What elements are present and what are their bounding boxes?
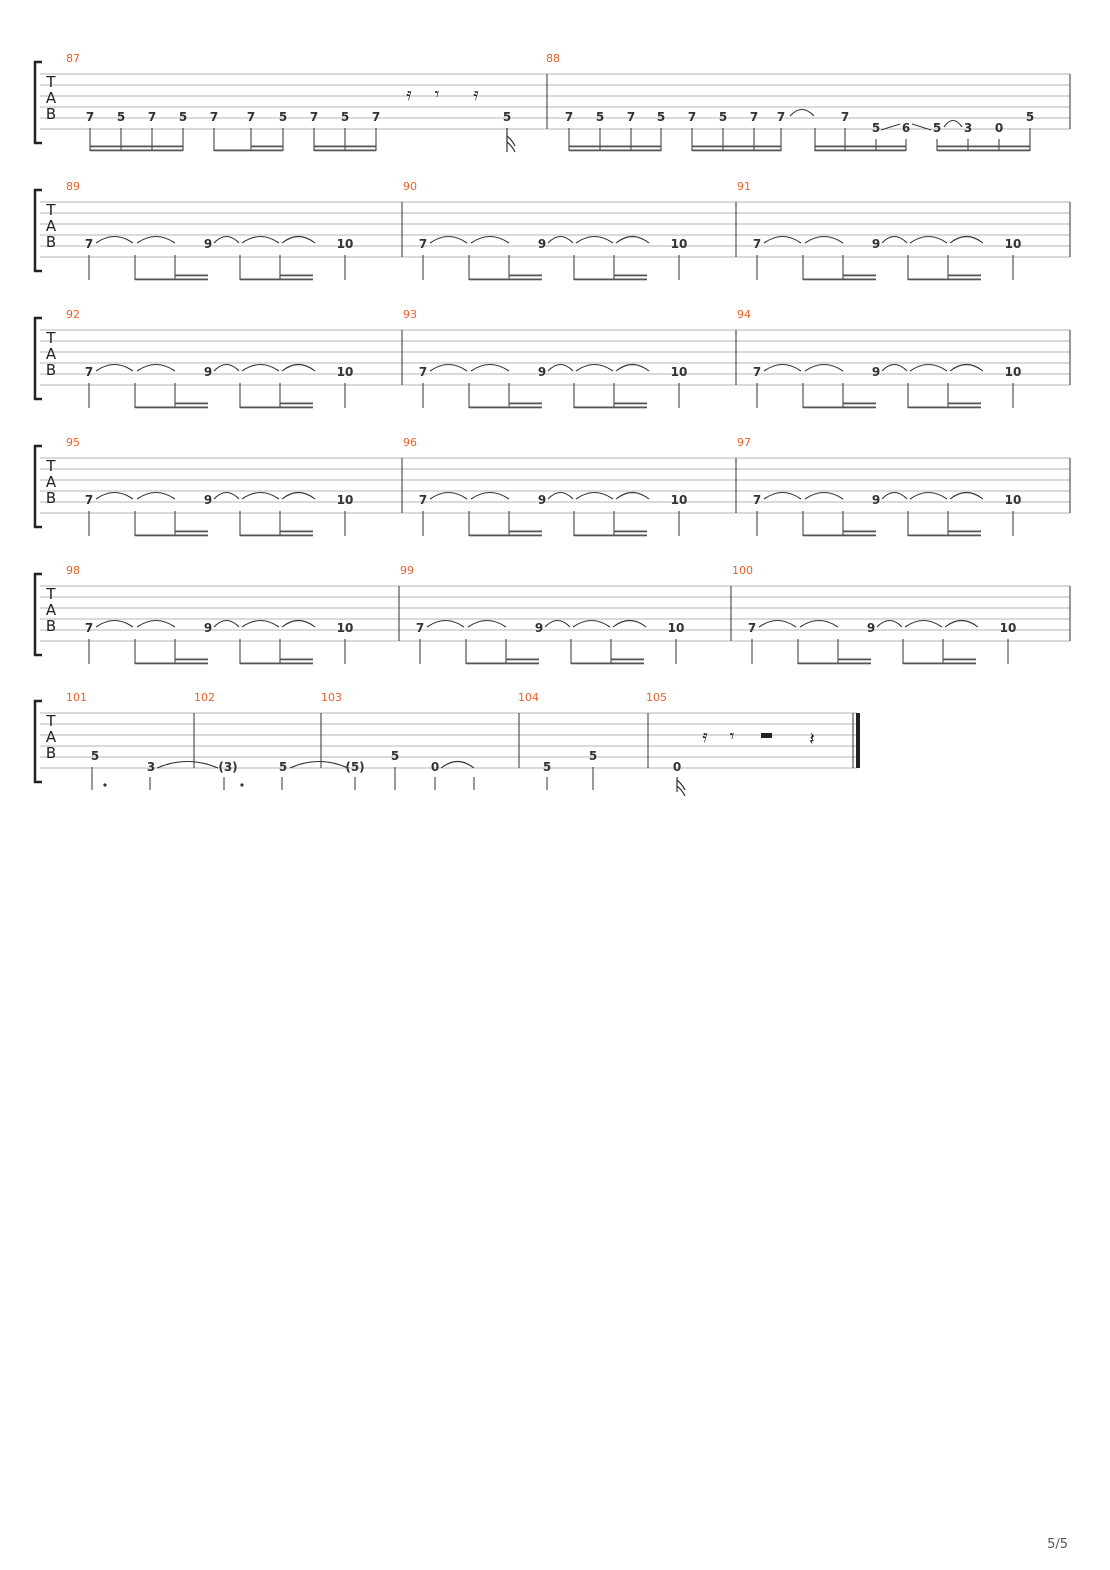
tie bbox=[137, 365, 175, 372]
beam bbox=[908, 279, 981, 281]
tie bbox=[242, 237, 279, 244]
measure-number: 94 bbox=[737, 308, 751, 321]
tie bbox=[616, 237, 649, 244]
tab-note: 9 bbox=[203, 365, 213, 379]
measure-number: 98 bbox=[66, 564, 80, 577]
measure-number: 103 bbox=[321, 691, 342, 704]
tie bbox=[96, 237, 133, 244]
tie bbox=[576, 493, 613, 500]
tab-clef-letter: A bbox=[45, 217, 57, 235]
measure-number: 93 bbox=[403, 308, 417, 321]
measure-number: 105 bbox=[646, 691, 667, 704]
tab-note: 7 bbox=[776, 110, 786, 124]
tab-note: 5 bbox=[178, 110, 188, 124]
measure-number: 100 bbox=[732, 564, 753, 577]
beam bbox=[614, 403, 647, 405]
tab-note: 9 bbox=[534, 621, 544, 635]
tab-clef-letter: B bbox=[45, 744, 57, 762]
measure-number: 102 bbox=[194, 691, 215, 704]
measure-number: 90 bbox=[403, 180, 417, 193]
beam bbox=[798, 663, 871, 665]
eighth-rest-symbol: 𝄾 bbox=[434, 84, 440, 105]
tab-note: (3) bbox=[218, 760, 238, 774]
tie bbox=[471, 237, 509, 244]
tab-note: 7 bbox=[85, 110, 95, 124]
tie bbox=[882, 493, 907, 500]
beam bbox=[280, 531, 313, 533]
tie bbox=[441, 762, 474, 769]
beam bbox=[251, 146, 283, 148]
tab-note: 7 bbox=[415, 621, 425, 635]
beam bbox=[815, 150, 906, 152]
beam bbox=[469, 407, 542, 409]
beam bbox=[280, 403, 313, 405]
tab-clef-letter: B bbox=[45, 617, 57, 635]
tab-clef-letter: T bbox=[46, 329, 56, 347]
beam bbox=[948, 403, 981, 405]
tie bbox=[242, 493, 279, 500]
tab-clef-letter: B bbox=[45, 361, 57, 379]
beam bbox=[469, 535, 542, 537]
tab-note: 7 bbox=[564, 110, 574, 124]
tie bbox=[282, 365, 315, 372]
tab-note: (5) bbox=[345, 760, 365, 774]
tie bbox=[214, 621, 239, 628]
tie bbox=[910, 493, 947, 500]
tab-note: 9 bbox=[537, 237, 547, 251]
tab-note: 10 bbox=[999, 621, 1017, 635]
measure-number: 88 bbox=[546, 52, 560, 65]
tie bbox=[282, 237, 315, 244]
beam bbox=[135, 279, 208, 281]
beam bbox=[240, 407, 313, 409]
beam bbox=[509, 403, 542, 405]
measure-number: 89 bbox=[66, 180, 80, 193]
tie bbox=[576, 365, 613, 372]
beam bbox=[280, 659, 313, 661]
tab-note: 10 bbox=[670, 365, 688, 379]
tab-clef-letter: B bbox=[45, 233, 57, 251]
beam bbox=[175, 531, 208, 533]
tab-note: 7 bbox=[752, 365, 762, 379]
tab-clef-letter: T bbox=[46, 712, 56, 730]
tie bbox=[950, 493, 983, 500]
tab-clef-letter: B bbox=[45, 105, 57, 123]
tab-note: 7 bbox=[309, 110, 319, 124]
tab-note: 3 bbox=[963, 121, 973, 135]
tab-note: 10 bbox=[1004, 493, 1022, 507]
tie bbox=[157, 762, 218, 769]
beam bbox=[803, 535, 876, 537]
tie bbox=[764, 237, 801, 244]
beam bbox=[240, 535, 313, 537]
tab-note: 7 bbox=[687, 110, 697, 124]
tab-clef-letter: T bbox=[46, 201, 56, 219]
beam bbox=[314, 146, 376, 148]
tab-note: 5 bbox=[90, 749, 100, 763]
tie bbox=[910, 237, 947, 244]
tie bbox=[613, 621, 646, 628]
tab-clef-letter: A bbox=[45, 601, 57, 619]
tab-note: 7 bbox=[147, 110, 157, 124]
beam bbox=[903, 663, 976, 665]
tab-note: 10 bbox=[1004, 365, 1022, 379]
tab-note: 7 bbox=[246, 110, 256, 124]
tie bbox=[950, 365, 983, 372]
beam bbox=[509, 531, 542, 533]
tab-note: 5 bbox=[588, 749, 598, 763]
tie bbox=[616, 365, 649, 372]
measure-number: 91 bbox=[737, 180, 751, 193]
tab-note: 7 bbox=[418, 365, 428, 379]
beam bbox=[937, 146, 1030, 148]
tie bbox=[137, 493, 175, 500]
tie bbox=[242, 365, 279, 372]
sixteenth-flag bbox=[507, 128, 515, 152]
tie bbox=[430, 365, 467, 372]
beam bbox=[574, 279, 647, 281]
tie bbox=[214, 365, 239, 372]
tie bbox=[430, 493, 467, 500]
beam bbox=[90, 150, 183, 152]
tie bbox=[945, 621, 978, 628]
tie bbox=[764, 365, 801, 372]
beam bbox=[943, 659, 976, 661]
tie bbox=[759, 621, 796, 628]
tab-note: 9 bbox=[871, 237, 881, 251]
tab-clef-letter: A bbox=[45, 345, 57, 363]
tab-note: 6 bbox=[901, 121, 911, 135]
tab-note: 9 bbox=[203, 493, 213, 507]
beam bbox=[280, 275, 313, 277]
measure-number: 99 bbox=[400, 564, 414, 577]
beam bbox=[692, 150, 781, 152]
tab-note: 10 bbox=[336, 365, 354, 379]
beam bbox=[175, 275, 208, 277]
tab-note: 7 bbox=[418, 237, 428, 251]
beam bbox=[843, 531, 876, 533]
measure-number: 96 bbox=[403, 436, 417, 449]
beam bbox=[214, 150, 283, 152]
sixteenth-rest-symbol: 𝄿 bbox=[406, 84, 412, 105]
tie bbox=[877, 621, 902, 628]
tab-note: 10 bbox=[336, 621, 354, 635]
sixteenth-rest-symbol: 𝄿 bbox=[702, 726, 708, 747]
sixteenth-rest-symbol: 𝄿 bbox=[473, 84, 479, 105]
beam bbox=[571, 663, 644, 665]
tie bbox=[548, 237, 573, 244]
tab-note: 10 bbox=[667, 621, 685, 635]
tie bbox=[548, 493, 573, 500]
page-number: 5/5 bbox=[1047, 1537, 1068, 1552]
tab-note: 5 bbox=[278, 760, 288, 774]
tie bbox=[96, 493, 133, 500]
beam bbox=[175, 403, 208, 405]
beam bbox=[469, 279, 542, 281]
tab-note: 10 bbox=[670, 237, 688, 251]
measure-number: 87 bbox=[66, 52, 80, 65]
tie bbox=[96, 365, 133, 372]
measure-number: 92 bbox=[66, 308, 80, 321]
tie bbox=[96, 621, 133, 628]
beam bbox=[611, 659, 644, 661]
tab-clef-letter: A bbox=[45, 473, 57, 491]
tab-note: 5 bbox=[718, 110, 728, 124]
tie bbox=[545, 621, 570, 628]
tie bbox=[282, 493, 315, 500]
tab-note: 0 bbox=[994, 121, 1004, 135]
beam bbox=[948, 531, 981, 533]
tab-note: 7 bbox=[418, 493, 428, 507]
dot bbox=[240, 783, 243, 786]
tab-note: 9 bbox=[871, 493, 881, 507]
tab-note: 0 bbox=[430, 760, 440, 774]
tab-note: 9 bbox=[537, 365, 547, 379]
tie bbox=[427, 621, 464, 628]
tab-clef-letter: B bbox=[45, 489, 57, 507]
tab-note: 7 bbox=[84, 493, 94, 507]
tab-note: 5 bbox=[871, 121, 881, 135]
tie bbox=[805, 493, 843, 500]
tab-note: 5 bbox=[116, 110, 126, 124]
beam bbox=[135, 407, 208, 409]
beam bbox=[569, 146, 661, 148]
tab-note: 7 bbox=[84, 237, 94, 251]
tab-note: 10 bbox=[1004, 237, 1022, 251]
tab-note: 7 bbox=[84, 365, 94, 379]
tab-clef-letter: A bbox=[45, 728, 57, 746]
eighth-rest-symbol: 𝄾 bbox=[729, 726, 735, 747]
tab-note: 10 bbox=[336, 493, 354, 507]
beam bbox=[574, 535, 647, 537]
tab-note: 5 bbox=[595, 110, 605, 124]
tie bbox=[242, 621, 279, 628]
tab-note: 7 bbox=[749, 110, 759, 124]
tie bbox=[137, 621, 175, 628]
tie bbox=[910, 365, 947, 372]
tab-note: 9 bbox=[537, 493, 547, 507]
tie bbox=[214, 237, 239, 244]
tab-note: 7 bbox=[747, 621, 757, 635]
tab-note: 9 bbox=[866, 621, 876, 635]
tie bbox=[764, 493, 801, 500]
tab-note: 7 bbox=[840, 110, 850, 124]
measure-number: 104 bbox=[518, 691, 539, 704]
beam bbox=[506, 659, 539, 661]
beam bbox=[90, 146, 183, 148]
tab-note: 7 bbox=[752, 237, 762, 251]
tab-note: 9 bbox=[203, 621, 213, 635]
beam bbox=[838, 659, 871, 661]
beam bbox=[908, 535, 981, 537]
tab-clef-letter: A bbox=[45, 89, 57, 107]
dot bbox=[103, 783, 106, 786]
measure-number: 97 bbox=[737, 436, 751, 449]
tab-note: 0 bbox=[672, 760, 682, 774]
beam bbox=[843, 275, 876, 277]
tab-note: 5 bbox=[656, 110, 666, 124]
tab-clef-letter: T bbox=[46, 457, 56, 475]
tab-note: 5 bbox=[502, 110, 512, 124]
tie bbox=[548, 365, 573, 372]
tie bbox=[290, 762, 348, 769]
tab-note: 5 bbox=[542, 760, 552, 774]
tie bbox=[882, 237, 907, 244]
tie bbox=[471, 493, 509, 500]
tab-note: 5 bbox=[932, 121, 942, 135]
beam bbox=[815, 146, 906, 148]
tab-note: 9 bbox=[203, 237, 213, 251]
tie bbox=[805, 237, 843, 244]
beam bbox=[692, 146, 781, 148]
tab-note: 10 bbox=[336, 237, 354, 251]
tab-note: 5 bbox=[1025, 110, 1035, 124]
tab-note: 7 bbox=[752, 493, 762, 507]
sixteenth-flag bbox=[677, 777, 685, 796]
measure-number: 95 bbox=[66, 436, 80, 449]
measure-number: 101 bbox=[66, 691, 87, 704]
tie bbox=[468, 621, 506, 628]
beam bbox=[803, 279, 876, 281]
beam bbox=[937, 150, 1030, 152]
tie bbox=[573, 621, 610, 628]
tie bbox=[137, 237, 175, 244]
tab-note: 3 bbox=[146, 760, 156, 774]
tie bbox=[950, 237, 983, 244]
tie bbox=[430, 237, 467, 244]
tie bbox=[805, 365, 843, 372]
tab-note: 5 bbox=[278, 110, 288, 124]
tab-clef-letter: T bbox=[46, 585, 56, 603]
beam bbox=[135, 663, 208, 665]
tab-note: 7 bbox=[626, 110, 636, 124]
beam bbox=[908, 407, 981, 409]
tab-clef-letter: T bbox=[46, 73, 56, 91]
beam bbox=[803, 407, 876, 409]
tie bbox=[905, 621, 942, 628]
quarter-rest-symbol: 𝄽 bbox=[809, 729, 815, 750]
beam bbox=[466, 663, 539, 665]
beam bbox=[509, 275, 542, 277]
beam bbox=[569, 150, 661, 152]
beam bbox=[240, 663, 313, 665]
half-rest-symbol bbox=[761, 733, 772, 738]
tie bbox=[214, 493, 239, 500]
beam bbox=[948, 275, 981, 277]
beam bbox=[135, 535, 208, 537]
beam bbox=[175, 659, 208, 661]
beam bbox=[614, 531, 647, 533]
final-barline bbox=[856, 713, 860, 768]
tab-note: 9 bbox=[871, 365, 881, 379]
tab-note: 5 bbox=[390, 749, 400, 763]
tie bbox=[944, 121, 962, 128]
tie bbox=[882, 365, 907, 372]
tab-note: 7 bbox=[84, 621, 94, 635]
tie bbox=[471, 365, 509, 372]
beam bbox=[240, 279, 313, 281]
tab-note: 10 bbox=[670, 493, 688, 507]
beam bbox=[314, 150, 376, 152]
tie bbox=[616, 493, 649, 500]
tie bbox=[800, 621, 838, 628]
beam bbox=[614, 275, 647, 277]
beam bbox=[843, 403, 876, 405]
tie bbox=[576, 237, 613, 244]
tie bbox=[790, 110, 814, 117]
beam bbox=[574, 407, 647, 409]
tab-note: 7 bbox=[371, 110, 381, 124]
tab-note: 5 bbox=[340, 110, 350, 124]
tab-note: 7 bbox=[209, 110, 219, 124]
tie bbox=[282, 621, 315, 628]
